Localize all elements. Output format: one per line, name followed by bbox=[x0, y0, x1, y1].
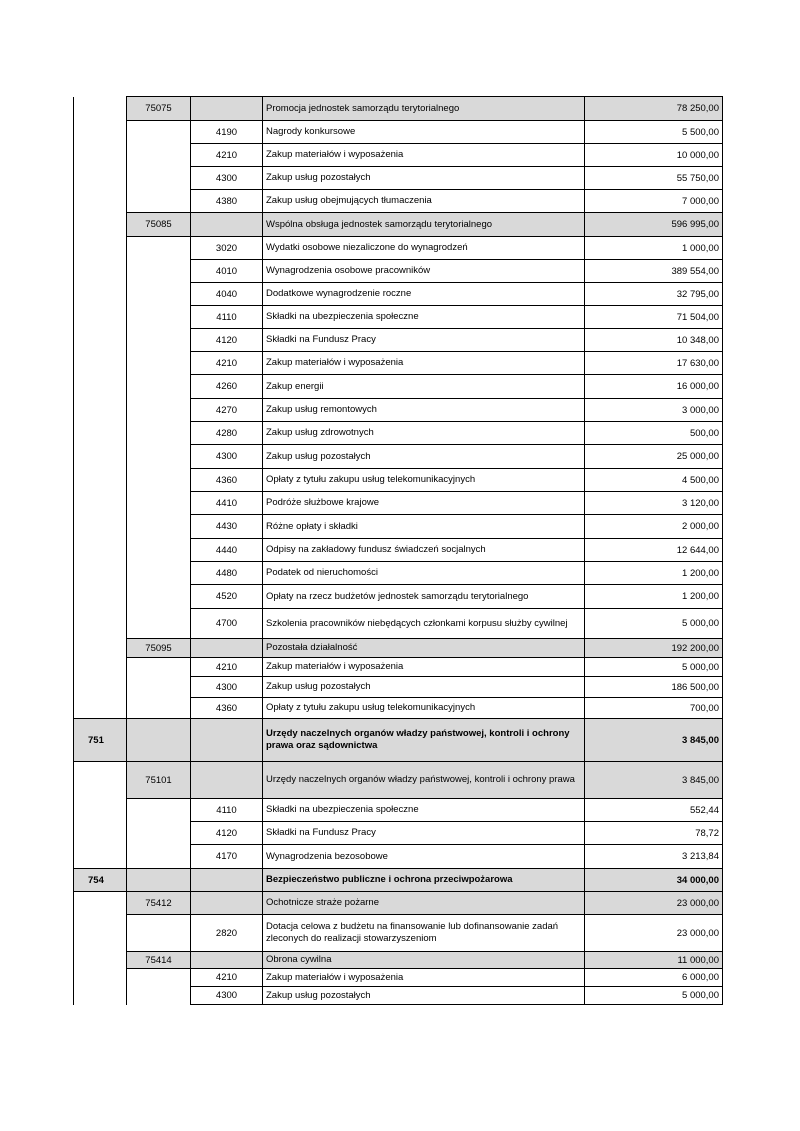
paragraf-cell: 4440 bbox=[191, 539, 263, 562]
paragraf-row bbox=[74, 677, 723, 698]
budget-table-body bbox=[74, 97, 723, 1005]
item-name: Zakup energii bbox=[263, 375, 585, 399]
item-name: Składki na ubezpieczenia społeczne bbox=[263, 306, 585, 329]
item-name: Wspólna obsługa jednostek samorządu terytorialnego bbox=[263, 213, 585, 237]
paragraf-cell: 4210 bbox=[191, 144, 263, 167]
rozdzial-cell bbox=[127, 845, 191, 869]
paragraf-cell bbox=[191, 97, 263, 121]
rozdzial-cell bbox=[127, 915, 191, 952]
amount: 10 000,00 bbox=[585, 144, 723, 167]
item-name: Urzędy naczelnych organów władzy państwowej, kontroli i ochrony prawa oraz sądownictwa bbox=[263, 719, 585, 762]
paragraf-cell: 2820 bbox=[191, 915, 263, 952]
amount: 78,72 bbox=[585, 822, 723, 845]
paragraf-cell: 4040 bbox=[191, 283, 263, 306]
dzial-cell bbox=[74, 609, 127, 639]
amount: 3 845,00 bbox=[585, 762, 723, 799]
amount: 1 200,00 bbox=[585, 562, 723, 585]
item-name: Różne opłaty i składki bbox=[263, 515, 585, 539]
dzial-cell bbox=[74, 260, 127, 283]
item-name: Wydatki osobowe niezaliczone do wynagrodzeń bbox=[263, 237, 585, 260]
paragraf-row bbox=[74, 845, 723, 869]
dzial-cell bbox=[74, 562, 127, 585]
dzial-cell: 751 bbox=[74, 719, 127, 762]
paragraf-row bbox=[74, 658, 723, 677]
dzial-cell bbox=[74, 167, 127, 190]
amount: 3 120,00 bbox=[585, 492, 723, 515]
dzial-cell: 754 bbox=[74, 869, 127, 892]
paragraf-row bbox=[74, 375, 723, 399]
paragraf-cell bbox=[191, 869, 263, 892]
amount: 2 000,00 bbox=[585, 515, 723, 539]
dzial-cell bbox=[74, 987, 127, 1005]
amount: 7 000,00 bbox=[585, 190, 723, 213]
rozdzial-cell bbox=[127, 609, 191, 639]
item-name: Zakup materiałów i wyposażenia bbox=[263, 658, 585, 677]
dzial-cell bbox=[74, 399, 127, 422]
rozdzial-row bbox=[74, 952, 723, 969]
amount: 1 200,00 bbox=[585, 585, 723, 609]
paragraf-cell: 4360 bbox=[191, 469, 263, 492]
item-name: Zakup usług pozostałych bbox=[263, 677, 585, 698]
rozdzial-cell bbox=[127, 562, 191, 585]
rozdzial-cell bbox=[127, 375, 191, 399]
dzial-cell bbox=[74, 190, 127, 213]
rozdzial-cell: 75101 bbox=[127, 762, 191, 799]
rozdzial-cell bbox=[127, 969, 191, 987]
dzial-cell bbox=[74, 213, 127, 237]
dzial-cell bbox=[74, 585, 127, 609]
amount: 5 000,00 bbox=[585, 658, 723, 677]
paragraf-row bbox=[74, 822, 723, 845]
dzial-cell bbox=[74, 677, 127, 698]
rozdzial-cell bbox=[127, 306, 191, 329]
rozdzial-cell bbox=[127, 585, 191, 609]
item-name: Podróże służbowe krajowe bbox=[263, 492, 585, 515]
dzial-cell bbox=[74, 237, 127, 260]
paragraf-cell: 4110 bbox=[191, 799, 263, 822]
item-name: Nagrody konkursowe bbox=[263, 121, 585, 144]
item-name: Opłaty z tytułu zakupu usług telekomunikacyjnych bbox=[263, 469, 585, 492]
item-name: Składki na Fundusz Pracy bbox=[263, 329, 585, 352]
paragraf-row bbox=[74, 515, 723, 539]
rozdzial-row bbox=[74, 213, 723, 237]
rozdzial-cell bbox=[127, 515, 191, 539]
item-name: Opłaty na rzecz budżetów jednostek samorządu terytorialnego bbox=[263, 585, 585, 609]
amount: 55 750,00 bbox=[585, 167, 723, 190]
paragraf-cell: 4300 bbox=[191, 167, 263, 190]
item-name: Wynagrodzenia osobowe pracowników bbox=[263, 260, 585, 283]
rozdzial-cell bbox=[127, 190, 191, 213]
amount: 12 644,00 bbox=[585, 539, 723, 562]
item-name: Promocja jednostek samorządu terytorialnego bbox=[263, 97, 585, 121]
paragraf-cell: 4520 bbox=[191, 585, 263, 609]
amount: 5 000,00 bbox=[585, 609, 723, 639]
amount: 700,00 bbox=[585, 698, 723, 719]
paragraf-row bbox=[74, 539, 723, 562]
paragraf-row bbox=[74, 422, 723, 445]
item-name: Zakup usług pozostałych bbox=[263, 167, 585, 190]
paragraf-row bbox=[74, 469, 723, 492]
paragraf-row bbox=[74, 987, 723, 1005]
amount: 23 000,00 bbox=[585, 915, 723, 952]
paragraf-cell bbox=[191, 892, 263, 915]
rozdzial-row bbox=[74, 762, 723, 799]
amount: 4 500,00 bbox=[585, 469, 723, 492]
paragraf-row bbox=[74, 609, 723, 639]
paragraf-cell: 4300 bbox=[191, 677, 263, 698]
dzial-cell bbox=[74, 329, 127, 352]
amount: 23 000,00 bbox=[585, 892, 723, 915]
dzial-cell bbox=[74, 969, 127, 987]
dzial-cell bbox=[74, 469, 127, 492]
amount: 192 200,00 bbox=[585, 639, 723, 658]
paragraf-row bbox=[74, 329, 723, 352]
item-name: Wynagrodzenia bezosobowe bbox=[263, 845, 585, 869]
dzial-cell bbox=[74, 845, 127, 869]
rozdzial-row bbox=[74, 97, 723, 121]
item-name: Ochotnicze straże pożarne bbox=[263, 892, 585, 915]
amount: 6 000,00 bbox=[585, 969, 723, 987]
item-name: Obrona cywilna bbox=[263, 952, 585, 969]
item-name: Dotacja celowa z budżetu na finansowanie lub dofinansowanie zadań zleconych do realizacji stowarzyszeniom bbox=[263, 915, 585, 952]
paragraf-row bbox=[74, 562, 723, 585]
paragraf-cell: 4210 bbox=[191, 352, 263, 375]
amount: 500,00 bbox=[585, 422, 723, 445]
rozdzial-cell bbox=[127, 121, 191, 144]
item-name: Zakup usług pozostałych bbox=[263, 445, 585, 469]
dzial-cell bbox=[74, 698, 127, 719]
amount: 552,44 bbox=[585, 799, 723, 822]
rozdzial-cell bbox=[127, 539, 191, 562]
rozdzial-cell bbox=[127, 492, 191, 515]
amount: 3 000,00 bbox=[585, 399, 723, 422]
item-name: Zakup usług remontowych bbox=[263, 399, 585, 422]
dzial-row bbox=[74, 869, 723, 892]
rozdzial-cell bbox=[127, 260, 191, 283]
dzial-cell bbox=[74, 822, 127, 845]
paragraf-cell: 4270 bbox=[191, 399, 263, 422]
item-name: Urzędy naczelnych organów władzy państwowej, kontroli i ochrony prawa bbox=[263, 762, 585, 799]
dzial-cell bbox=[74, 445, 127, 469]
dzial-cell bbox=[74, 799, 127, 822]
paragraf-cell: 4430 bbox=[191, 515, 263, 539]
item-name: Dodatkowe wynagrodzenie roczne bbox=[263, 283, 585, 306]
paragraf-cell: 4700 bbox=[191, 609, 263, 639]
amount: 17 630,00 bbox=[585, 352, 723, 375]
amount: 3 845,00 bbox=[585, 719, 723, 762]
rozdzial-cell bbox=[127, 677, 191, 698]
paragraf-cell: 4010 bbox=[191, 260, 263, 283]
paragraf-row bbox=[74, 698, 723, 719]
paragraf-cell bbox=[191, 762, 263, 799]
item-name: Opłaty z tytułu zakupu usług telekomunikacyjnych bbox=[263, 698, 585, 719]
rozdzial-cell: 75095 bbox=[127, 639, 191, 658]
paragraf-cell bbox=[191, 213, 263, 237]
paragraf-row bbox=[74, 915, 723, 952]
paragraf-cell: 4110 bbox=[191, 306, 263, 329]
item-name: Pozostała działalność bbox=[263, 639, 585, 658]
dzial-cell bbox=[74, 658, 127, 677]
dzial-cell bbox=[74, 892, 127, 915]
dzial-cell bbox=[74, 952, 127, 969]
item-name: Odpisy na zakładowy fundusz świadczeń socjalnych bbox=[263, 539, 585, 562]
amount: 34 000,00 bbox=[585, 869, 723, 892]
item-name: Zakup usług pozostałych bbox=[263, 987, 585, 1005]
rozdzial-cell bbox=[127, 719, 191, 762]
paragraf-cell: 4410 bbox=[191, 492, 263, 515]
item-name: Bezpieczeństwo publiczne i ochrona przeciwpożarowa bbox=[263, 869, 585, 892]
paragraf-row bbox=[74, 352, 723, 375]
dzial-cell bbox=[74, 352, 127, 375]
amount: 78 250,00 bbox=[585, 97, 723, 121]
rozdzial-cell bbox=[127, 352, 191, 375]
paragraf-cell: 4210 bbox=[191, 658, 263, 677]
item-name: Zakup materiałów i wyposażenia bbox=[263, 144, 585, 167]
rozdzial-cell bbox=[127, 144, 191, 167]
rozdzial-cell bbox=[127, 329, 191, 352]
dzial-cell bbox=[74, 492, 127, 515]
dzial-cell bbox=[74, 306, 127, 329]
paragraf-cell: 4260 bbox=[191, 375, 263, 399]
paragraf-row bbox=[74, 167, 723, 190]
paragraf-row bbox=[74, 445, 723, 469]
amount: 1 000,00 bbox=[585, 237, 723, 260]
rozdzial-cell bbox=[127, 399, 191, 422]
paragraf-cell: 4360 bbox=[191, 698, 263, 719]
paragraf-cell bbox=[191, 639, 263, 658]
budget-table bbox=[73, 96, 723, 1005]
dzial-cell bbox=[74, 515, 127, 539]
rozdzial-row bbox=[74, 639, 723, 658]
rozdzial-cell bbox=[127, 283, 191, 306]
dzial-cell bbox=[74, 283, 127, 306]
amount: 71 504,00 bbox=[585, 306, 723, 329]
paragraf-row bbox=[74, 144, 723, 167]
rozdzial-cell bbox=[127, 698, 191, 719]
paragraf-cell: 4380 bbox=[191, 190, 263, 213]
paragraf-row bbox=[74, 283, 723, 306]
dzial-cell bbox=[74, 639, 127, 658]
rozdzial-cell: 75075 bbox=[127, 97, 191, 121]
paragraf-row bbox=[74, 121, 723, 144]
rozdzial-cell: 75414 bbox=[127, 952, 191, 969]
amount: 389 554,00 bbox=[585, 260, 723, 283]
rozdzial-cell bbox=[127, 987, 191, 1005]
dzial-cell bbox=[74, 539, 127, 562]
paragraf-cell: 4300 bbox=[191, 445, 263, 469]
rozdzial-cell: 75412 bbox=[127, 892, 191, 915]
paragraf-cell: 4480 bbox=[191, 562, 263, 585]
item-name: Zakup usług obejmujących tłumaczenia bbox=[263, 190, 585, 213]
item-name: Szkolenia pracowników niebędących członkami korpusu służby cywilnej bbox=[263, 609, 585, 639]
rozdzial-cell bbox=[127, 237, 191, 260]
paragraf-row bbox=[74, 492, 723, 515]
paragraf-cell: 3020 bbox=[191, 237, 263, 260]
amount: 16 000,00 bbox=[585, 375, 723, 399]
paragraf-cell: 4280 bbox=[191, 422, 263, 445]
dzial-cell bbox=[74, 121, 127, 144]
amount: 32 795,00 bbox=[585, 283, 723, 306]
rozdzial-cell bbox=[127, 799, 191, 822]
paragraf-cell: 4120 bbox=[191, 822, 263, 845]
dzial-cell bbox=[74, 422, 127, 445]
item-name: Składki na Fundusz Pracy bbox=[263, 822, 585, 845]
rozdzial-cell: 75085 bbox=[127, 213, 191, 237]
paragraf-row bbox=[74, 585, 723, 609]
paragraf-cell: 4300 bbox=[191, 987, 263, 1005]
amount: 5 000,00 bbox=[585, 987, 723, 1005]
paragraf-row bbox=[74, 799, 723, 822]
paragraf-row bbox=[74, 969, 723, 987]
rozdzial-cell bbox=[127, 167, 191, 190]
item-name: Zakup materiałów i wyposażenia bbox=[263, 352, 585, 375]
rozdzial-row bbox=[74, 892, 723, 915]
amount: 10 348,00 bbox=[585, 329, 723, 352]
amount: 5 500,00 bbox=[585, 121, 723, 144]
paragraf-cell: 4170 bbox=[191, 845, 263, 869]
dzial-cell bbox=[74, 915, 127, 952]
dzial-cell bbox=[74, 144, 127, 167]
paragraf-row bbox=[74, 260, 723, 283]
dzial-cell bbox=[74, 97, 127, 121]
paragraf-cell bbox=[191, 952, 263, 969]
rozdzial-cell bbox=[127, 658, 191, 677]
item-name: Składki na ubezpieczenia społeczne bbox=[263, 799, 585, 822]
item-name: Zakup materiałów i wyposażenia bbox=[263, 969, 585, 987]
paragraf-row bbox=[74, 237, 723, 260]
dzial-cell bbox=[74, 375, 127, 399]
paragraf-row bbox=[74, 306, 723, 329]
item-name: Zakup usług zdrowotnych bbox=[263, 422, 585, 445]
amount: 25 000,00 bbox=[585, 445, 723, 469]
dzial-cell bbox=[74, 762, 127, 799]
paragraf-cell: 4210 bbox=[191, 969, 263, 987]
amount: 11 000,00 bbox=[585, 952, 723, 969]
rozdzial-cell bbox=[127, 822, 191, 845]
rozdzial-cell bbox=[127, 469, 191, 492]
paragraf-cell bbox=[191, 719, 263, 762]
paragraf-row bbox=[74, 399, 723, 422]
paragraf-cell: 4190 bbox=[191, 121, 263, 144]
paragraf-cell: 4120 bbox=[191, 329, 263, 352]
rozdzial-cell bbox=[127, 422, 191, 445]
dzial-row bbox=[74, 719, 723, 762]
amount: 186 500,00 bbox=[585, 677, 723, 698]
amount: 596 995,00 bbox=[585, 213, 723, 237]
paragraf-row bbox=[74, 190, 723, 213]
rozdzial-cell bbox=[127, 869, 191, 892]
item-name: Podatek od nieruchomości bbox=[263, 562, 585, 585]
amount: 3 213,84 bbox=[585, 845, 723, 869]
rozdzial-cell bbox=[127, 445, 191, 469]
